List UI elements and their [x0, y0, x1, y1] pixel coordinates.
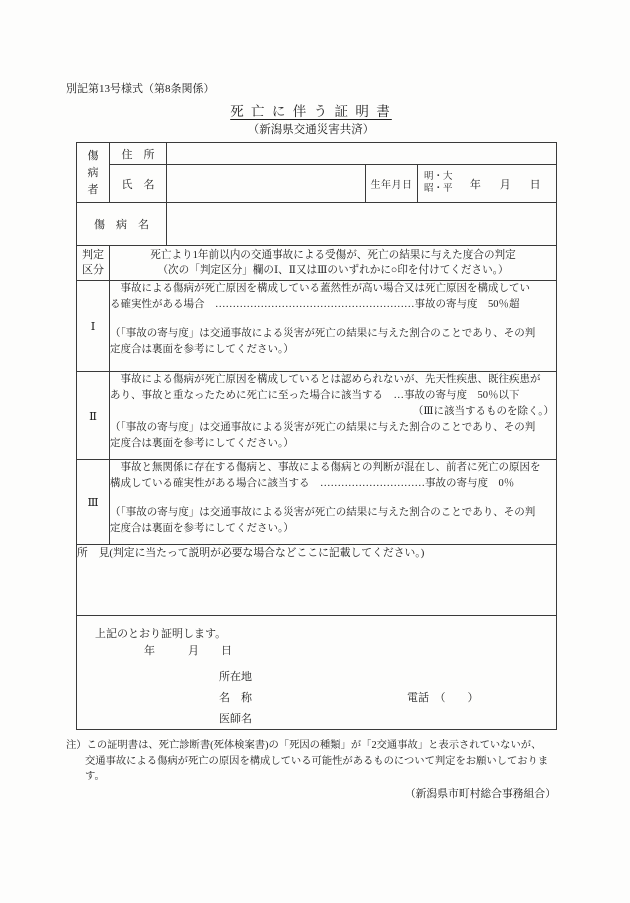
birthdate-field: [418, 165, 557, 203]
year-label: 年: [469, 178, 481, 191]
category-2-body-line2: あり、事故と重なったために死亡に至った場合に該当する …事故の寄与度 50％以下: [110, 390, 520, 401]
category-3-note-line2: 定度合は裏面を参考にしてください。）: [110, 523, 294, 534]
judgment-category-label: [77, 246, 110, 281]
patient-group-label: [77, 143, 110, 203]
category-3-numeral: Ⅲ: [77, 460, 110, 545]
category-2-numeral: Ⅱ: [77, 372, 110, 460]
month-label: 月: [499, 178, 511, 191]
footer-note-line1: 注）この証明書は、死亡診断書(死体検案書)の「死因の種類」が「2交通事故」と表示されていないが、: [66, 740, 542, 751]
era-options: [424, 172, 453, 195]
address-row: [77, 143, 557, 165]
findings-field: [77, 545, 557, 616]
phone-label: 電話 （ ）: [407, 692, 479, 704]
form-content: [66, 0, 556, 802]
judgment-header-row: [77, 246, 557, 281]
category-1-row: [77, 281, 557, 372]
era-options-line1: 明・大: [424, 172, 453, 182]
patient-group-char: 傷: [87, 149, 99, 162]
certification-block: [77, 616, 557, 730]
category-2-note-line1: （「事故の寄与度」は交通事故による災害が死亡の結果に与えた割合のことであり、その判: [110, 422, 536, 433]
category-1-body-line2: る確実性がある場合 …………………………………………………事故の寄与度 50％超: [110, 299, 520, 310]
judgment-label-line2: 区分: [82, 264, 104, 276]
era-options-line2: 昭・平: [424, 183, 453, 194]
category-3-row: [77, 460, 557, 545]
page-title: 死 亡 に 伴 う 証 明 書: [230, 104, 392, 119]
category-1-body-line1: 事故による傷病が死亡原因を構成している蓋然性が高い場合又は死亡原因を構成してい: [110, 283, 530, 294]
category-2-row: [77, 372, 557, 460]
findings-hint: (判定に当たって説明が必要な場合などここに記載してください。): [109, 547, 425, 559]
category-3-note-line1: （「事故の寄与度」は交通事故による災害が死亡の結果に与えた割合のことであり、その判: [110, 507, 536, 518]
injury-name-row: [77, 203, 557, 246]
category-1-note-line1: （「事故の寄与度」は交通事故による災害が死亡の結果に与えた割合のことであり、その判: [110, 328, 536, 339]
category-2-text: [110, 372, 557, 460]
injury-name-field: [167, 203, 557, 246]
category-1-text: [110, 281, 557, 372]
certification-statement: 上記のとおり証明します。: [95, 628, 227, 640]
category-1-numeral: Ⅰ: [77, 281, 110, 372]
certificate-table: [76, 142, 557, 730]
doctor-name-label: 医師名: [219, 713, 252, 725]
name-field: [167, 165, 366, 203]
findings-row: [77, 545, 557, 616]
category-3-text: [110, 460, 557, 545]
injury-name-label: 傷 病 名: [77, 203, 167, 246]
category-2-note-line2: 定度合は裏面を参考にしてください。）: [110, 438, 294, 449]
judgment-description-line2: （次の「判定区分」欄のⅠ、Ⅱ又はⅢのいずれかに○印を付けてください。）: [157, 265, 509, 276]
findings-label: 所 見: [77, 547, 110, 559]
name-label: 氏 名: [110, 165, 167, 203]
judgment-description-line1: 死亡より1年前以内の交通事故による受傷が、死亡の結果に与えた度合の判定: [150, 249, 516, 261]
judgment-label-line1: 判定: [82, 249, 104, 261]
category-3-body-line1: 事故と無関係に存在する傷病と、事故による傷病との判断が混在し、前者に死亡の原因を: [110, 462, 541, 473]
category-2-body-line1: 事故による傷病が死亡原因を構成しているとは認められないが、先天性疾患、既往疾患が: [110, 374, 541, 385]
judgment-description: [110, 246, 557, 281]
page-subtitle: （新潟県交通災害共済）: [247, 124, 375, 136]
location-label: 所在地: [219, 671, 252, 683]
category-3-body-line2: 構成している確実性がある場合に該当する …………………………事故の寄与度 0％: [110, 478, 515, 489]
form-number: 別記第13号様式（第8条関係）: [66, 83, 215, 95]
address-field: [167, 143, 557, 165]
certification-row: [77, 616, 557, 730]
address-label: 住 所: [110, 143, 167, 165]
certification-date-line: 年 月 日: [144, 645, 232, 657]
patient-group-char: 病: [87, 166, 99, 179]
birthdate-label: 生年月日: [366, 165, 418, 203]
footer-note: [66, 738, 556, 785]
day-label: 日: [529, 178, 541, 191]
patient-group-char: 者: [87, 183, 99, 196]
issuer-name: （新潟県市町村総合事務組合）: [404, 787, 556, 800]
org-name-label: 名 称: [219, 692, 252, 704]
category-2-exclusion: （Ⅲに該当するものを除く。）: [412, 406, 555, 417]
footer-note-line2: 交通事故による傷病が死亡の原因を構成している可能性があるものについて判定をお願いしておりま: [85, 755, 549, 767]
org-name-line: [219, 690, 556, 706]
footer-note-line3: す。: [85, 771, 105, 782]
category-1-note-line2: 定度合は裏面を参考にしてください。）: [110, 344, 294, 355]
name-row: [77, 165, 557, 203]
